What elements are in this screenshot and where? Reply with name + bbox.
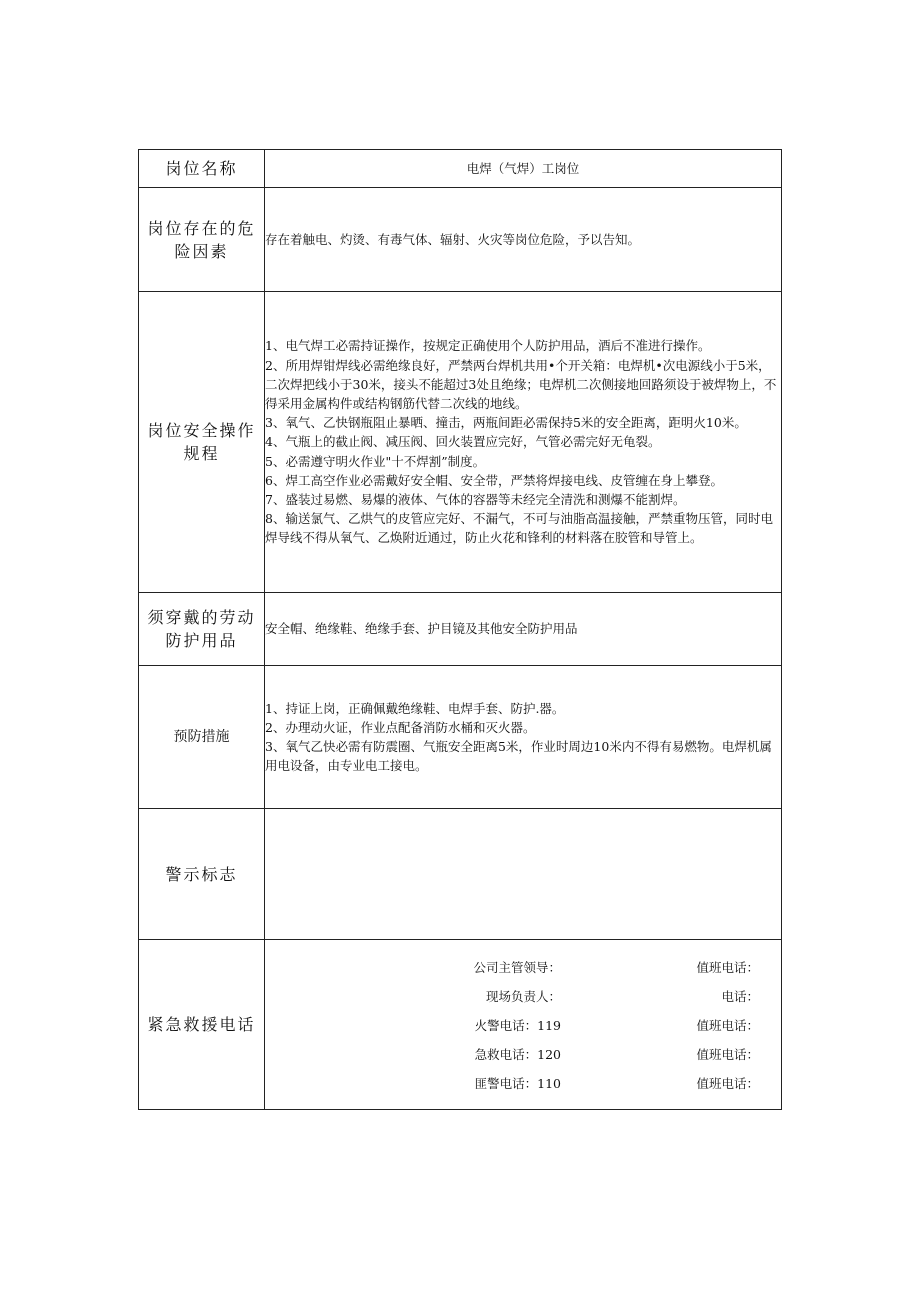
contact-phone: 值班电话： (696, 1047, 759, 1062)
contact-name: 现场负责人： (485, 989, 561, 1004)
rules-list (265, 292, 782, 593)
prevention-list (265, 666, 782, 809)
hazards-value: 存在着触电、灼烫、有毒气体、辐射、火灾等岗位危险，予以告知。 (265, 188, 782, 292)
contact-row (265, 981, 781, 1010)
prevention-item: 2、办理动火证，作业点配备消防水桶和灭火器。 (265, 719, 536, 735)
rule-item: 8、输送氯气、乙烘气的皮管应完好、不漏气，不可与油脂高温接触，严禁重物压管，同时电焊导线不得从氧气、乙焕附近通过，防止火花和锋利的材料落在胶管和导管上。 (265, 511, 773, 546)
contact-name: 急救电话：120 (474, 1047, 561, 1062)
warning-signs-label: 警示标志 (139, 809, 265, 940)
contact-phone: 电话： (721, 989, 759, 1004)
row-hazards (139, 188, 782, 292)
prevention-label: 预防措施 (139, 666, 265, 809)
rule-item: 4、气瓶上的截止阀、减压阀、回火装置应完好，气管必需完好无龟裂。 (265, 434, 661, 450)
emergency-label: 紧急救援电话 (139, 940, 265, 1110)
rule-item: 1、电气焊工必需持证操作，按规定正确使用个人防护用品，酒后不准进行操作。 (265, 338, 711, 354)
prevention-item: 3、氧气乙快必需有防震圈、气瓶安全距离5米，作业时周边10米内不得有易燃物。电焊机属用电设备，由专业电工接电。 (265, 739, 772, 774)
row-prevention (139, 666, 782, 809)
rule-item: 3、氧气、乙快钢瓶阻止暴晒、撞击，两瓶间距必需保持5米的安全距离，距明火10米。 (265, 415, 747, 431)
rule-item: 7、盛装过易燃、易爆的液体、气体的容器等未经完全清洗和测爆不能割焊。 (265, 492, 686, 507)
row-emergency (139, 940, 782, 1110)
safety-notice-table (138, 149, 782, 1110)
contact-row (265, 1039, 781, 1068)
contact-name: 公司主管领导： (473, 960, 561, 975)
prevention-item: 1、持证上岗，正确佩戴绝缘鞋、电焊手套、防护.器。 (265, 700, 565, 716)
warning-signs-area (265, 809, 782, 940)
row-signs (139, 809, 782, 940)
row-position (139, 150, 782, 188)
contact-phone: 值班电话： (696, 1076, 759, 1091)
position-name-label: 岗位名称 (139, 150, 265, 188)
hazards-label: 岗位存在的危险因素 (139, 188, 265, 292)
contact-row (265, 952, 781, 981)
rules-label: 岗位安全操作规程 (139, 292, 265, 593)
ppe-value: 安全帽、绝缘鞋、绝缘手套、护目镜及其他安全防护用品 (265, 593, 782, 666)
contact-row (265, 1010, 781, 1039)
contact-row (265, 1068, 781, 1097)
contact-name: 匪警电话：110 (474, 1076, 561, 1091)
position-name-value: 电焊（气焊）工岗位 (265, 150, 782, 188)
rule-item: 6、焊工高空作业必需戴好安全帽、安全带，严禁将焊接电线、皮管缠在身上攀登。 (265, 472, 723, 488)
rule-item: 5、必需遵守明火作业"十不焊割”制度。 (265, 453, 486, 469)
contact-phone: 值班电话： (696, 960, 759, 975)
contact-phone: 值班电话： (696, 1018, 759, 1033)
emergency-contacts (265, 940, 782, 1110)
contacts-list (265, 952, 781, 1097)
row-rules (139, 292, 782, 593)
ppe-label: 须穿戴的劳动防护用品 (139, 593, 265, 666)
contact-name: 火警电话：119 (474, 1018, 561, 1033)
rule-item: 2、所用焊钳焊线必需绝缘良好，严禁两台焊机共用•个开关箱：电焊机•次电源线小于5米，二次焊把线小于30米，接头不能超过3处且绝缘；电焊机二次侧接地回路须设于被焊物上，不得采用金属构件或结构钢筋代替二次线的地线。 (265, 357, 777, 411)
row-ppe (139, 593, 782, 666)
